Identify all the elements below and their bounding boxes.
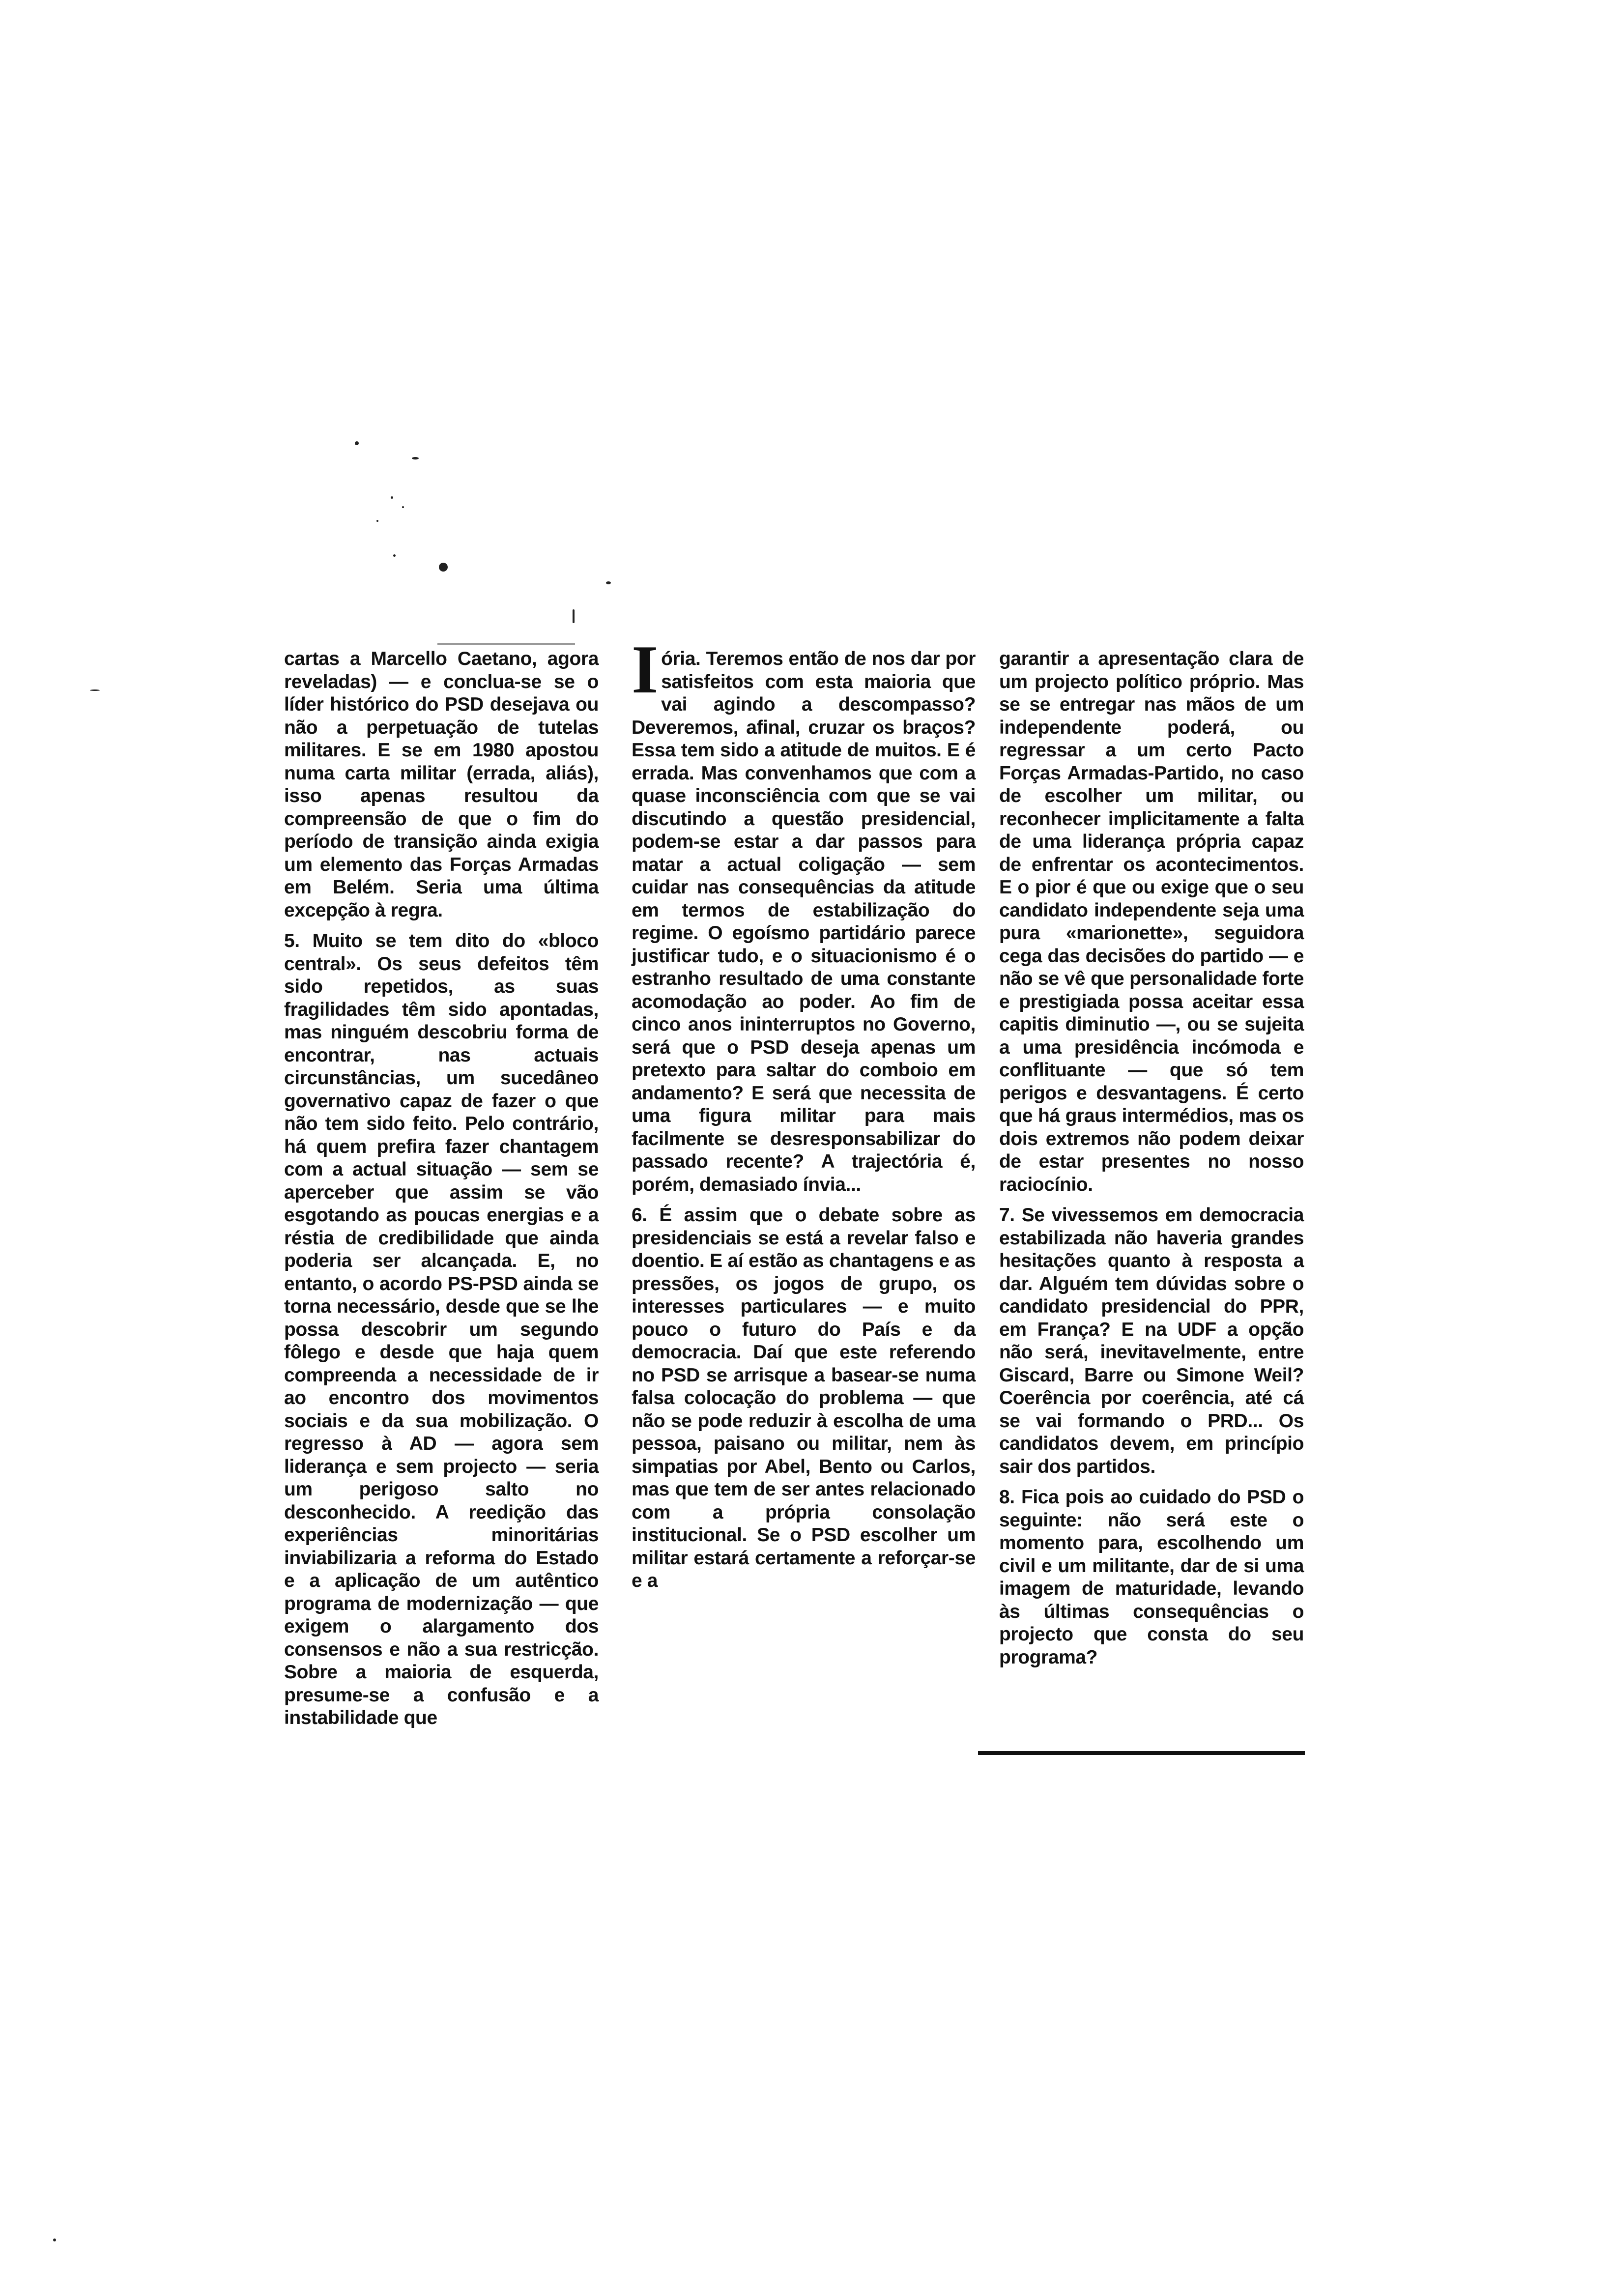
scan-speck <box>376 520 378 522</box>
top-rule <box>437 643 575 645</box>
scan-speck <box>606 581 611 584</box>
paragraph-section-5: 5. Muito se tem dito do «bloco central». Os seus defeitos têm sido repetidos, as suas fragilidades têm sido apontadas, mas ninguém descobriu forma de encontrar, nas actuais circunstâncias, um sucedâneo governativo capaz de fazer o que não tem sido feito. Pelo contrário, há quem prefira fazer chantagem com a actual situação — sem se aperceber que assim se vão esgotando as poucas energias e a réstia de credibilidade que ainda poderia ser alcançada. E, no entanto, o acordo PS-PSD ainda se torna necessário, desde que se lhe possa descobrir um segundo fôlego e desde que haja quem compreenda a necessidade de ir ao encontro dos movimentos sociais e da sua mobilização. O regresso à AD — agora sem liderança e sem projecto — seria um perigoso salto no desconhecido. A reedição das experiências minoritárias inviabilizaria a reforma do Estado e a aplicação de um autêntico programa de modernização — que exigem o alargamento dos consensos e não a sua restricção. Sobre a maioria de esquerda, presume-se a confusão e a instabilidade que <box>284 930 599 1728</box>
scan-speck <box>402 506 404 508</box>
scan-speck <box>53 2239 56 2241</box>
scan-speck <box>355 441 359 445</box>
article-column-1 <box>284 648 599 1730</box>
drop-cap: I <box>632 631 659 708</box>
scan-speck <box>393 554 396 557</box>
scan-speck <box>412 457 419 459</box>
paragraph-section-8: 8. Fica pois ao cuidado do PSD o seguinte: não será este o momento para, escolhendo um civil e um militante, dar de si uma imagem de maturidade, levando às últimas consequências o projecto que consta do seu programa? <box>999 1487 1304 1668</box>
scan-speck <box>90 689 100 691</box>
article-end-rule <box>978 1751 1305 1755</box>
paragraph: cartas a Marcello Caetano, agora reveladas) — e conclua-se se o líder histórico do PSD desejava ou não a perpetuação de tutelas militares. E se em 1980 apostou numa carta militar (errada, aliás), isso apenas resultou da compreensão de que o fim do período de transição ainda exigia um elemento das Forças Armadas em Belém. Seria uma última excepção à regra. <box>284 648 599 921</box>
scan-speck <box>439 563 448 572</box>
scan-speck <box>573 609 575 623</box>
paragraph: garantir a apresentação clara de um projecto político próprio. Mas se se entregar nas mãos de um independente poderá, ou regressar a um certo Pacto Forças Armadas-Partido, no caso de escolher um militar, ou reconhecer implicitamente a falta de uma liderança própria capaz de enfrentar os acontecimentos. E o pior é que ou exige que o seu candidato independente seja uma pura «marionette», seguidora cega das decisões do partido — e não se vê que personalidade forte e prestigiada possa aceitar essa capitis diminutio —, ou se sujeita a uma presidência incómoda e conflituante — que só tem perigos e desvantagens. É certo que há graus intermédios, mas os dois extremos não podem deixar de estar presentes no nosso raciocínio. <box>999 648 1304 1195</box>
paragraph: ória. Teremos então de nos dar por satisfeitos com esta maioria que vai agindo a descompasso? Deveremos, afinal, cruzar os braços? Essa tem sido a atitude de muitos. E é errada. Mas convenhamos que com a quase inconsciência com que se vai discutindo a questão presidencial, podem-se estar a dar passos para matar a actual coligação — sem cuidar nas consequências da atitude em termos de estabilização do regime. O egoísmo partidário parece justificar tudo, e o situacionismo é o estranho resultado de uma constante acomodação ao poder. Ao fim de cinco anos ininterruptos no Governo, será que o PSD deseja apenas um pretexto para saltar do comboio em andamento? E será que necessita de uma figura militar para mais facilmente se desresponsabilizar do passado recente? A trajectória é, porém, demasiado ínvia... <box>632 648 976 1195</box>
paragraph-section-7: 7. Se vivessemos em democracia estabilizada não haveria grandes hesitações quanto à resposta a dar. Alguém tem dúvidas sobre o candidato presidencial do PPR, em França? E na UDF a opção não será, inevitavelmente, entre Giscard, Barre ou Simone Weil? Coerência por coerência, até cá se vai formando o PRD... Os candidatos devem, em princípio sair dos partidos. <box>999 1205 1304 1477</box>
paragraph-section-6: 6. É assim que o debate sobre as presidenciais se está a revelar falso e doentio. E aí estão as chantagens e as pressões, os jogos de grupo, os interesses particulares — e muito pouco o futuro do País e da democracia. Daí que este referendo no PSD se arrisque a basear-se numa falsa colocação do problema — que não se pode reduzir à escolha de uma pessoa, paisano ou militar, nem às simpatias por Abel, Bento ou Carlos, mas que tem de ser antes relacionado com a própria consolação institucional. Se o PSD escolher um militar estará certamente a reforçar-se e a <box>632 1205 976 1591</box>
article-column-2 <box>632 631 976 1593</box>
scan-speck <box>391 496 393 499</box>
article-column-3 <box>999 648 1304 1669</box>
